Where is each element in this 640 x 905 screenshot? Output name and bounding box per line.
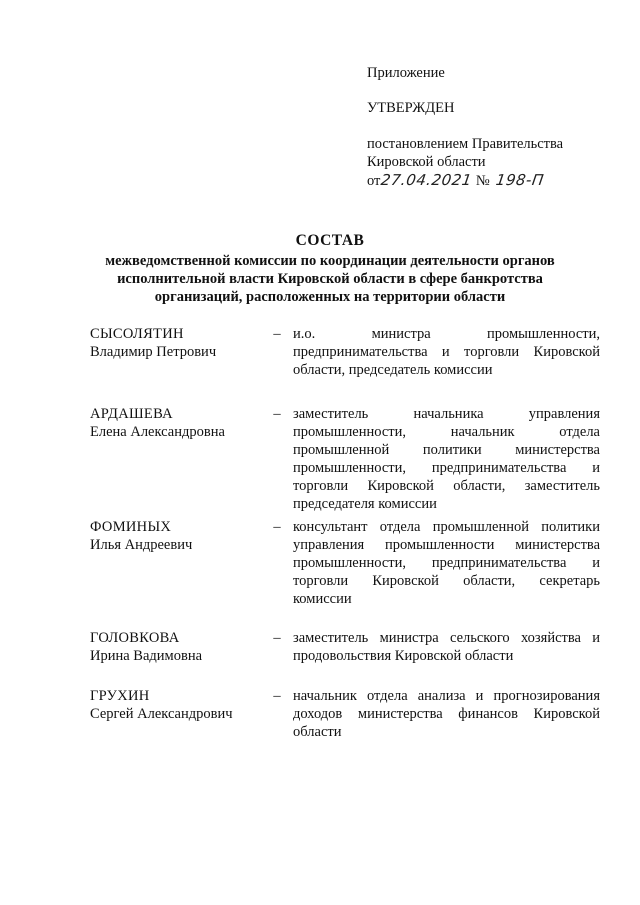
- member-role: начальник отдела анализа и прогнозирования доходов министерства финансов Кировской области: [293, 688, 600, 740]
- member-given-name: Ирина Вадимовна: [90, 648, 203, 664]
- document-title: СОСТАВ: [295, 232, 365, 249]
- member-surname: ГРУХИН: [90, 688, 150, 704]
- dash-separator: –: [273, 326, 281, 342]
- title-line-2: исполнительной власти Кировской области в сфере банкротства: [117, 271, 543, 287]
- member-name: [90, 405, 270, 441]
- member-surname: ФОМИНЫХ: [90, 519, 172, 535]
- dash-separator: –: [273, 406, 281, 422]
- dash-separator: –: [273, 688, 281, 704]
- document-title-block: [80, 232, 580, 306]
- approval-stamp-block: [367, 64, 607, 190]
- handwritten-date: 27.04.2021: [380, 171, 474, 189]
- member-surname: ГОЛОВКОВА: [90, 630, 180, 646]
- member-name: [90, 518, 270, 554]
- member-role: и.о. министра промышленности, предпринимательства и торговли Кировской области, председатель комиссии: [293, 326, 600, 378]
- from-prefix: от: [367, 173, 381, 189]
- approved-by-line-2: Кировской области: [367, 154, 486, 170]
- member-given-name: Владимир Петрович: [90, 344, 217, 360]
- dash-separator: –: [273, 630, 281, 646]
- dash-separator: –: [273, 519, 281, 535]
- member-name: [90, 687, 270, 723]
- member-surname: СЫСОЛЯТИН: [90, 326, 184, 342]
- member-role: заместитель министра сельского хозяйства и продовольствия Кировской области: [293, 630, 600, 664]
- title-line-3: организаций, расположенных на территории области: [154, 289, 506, 305]
- member-given-name: Сергей Александрович: [90, 706, 233, 722]
- handwritten-number: 198-П: [494, 171, 545, 189]
- member-role: консультант отдела промышленной политики управления промышленности министерства промышленности, предпринимательства и торговли Кировской области, секретарь комиссии: [293, 519, 600, 607]
- member-given-name: Елена Александровна: [90, 424, 225, 440]
- member-name: [90, 325, 270, 361]
- approved-label: УТВЕРЖДЕН: [367, 100, 455, 116]
- member-surname: АРДАШЕВА: [90, 406, 173, 422]
- title-line-1: межведомственной комиссии по координации деятельности органов: [105, 253, 555, 269]
- member-given-name: Илья Андреевич: [90, 537, 193, 553]
- number-sign: №: [475, 173, 490, 189]
- member-name: [90, 629, 270, 665]
- appendix-label: Приложение: [367, 65, 445, 81]
- decree-date-number-line: [367, 171, 607, 190]
- approved-by-line-1: постановлением Правительства: [367, 136, 564, 152]
- member-role: заместитель начальника управления промышленности, начальник отдела промышленной политики министерства промышленности, предпринимательства и торговли Кировской области, заместитель председателя комиссии: [293, 406, 600, 512]
